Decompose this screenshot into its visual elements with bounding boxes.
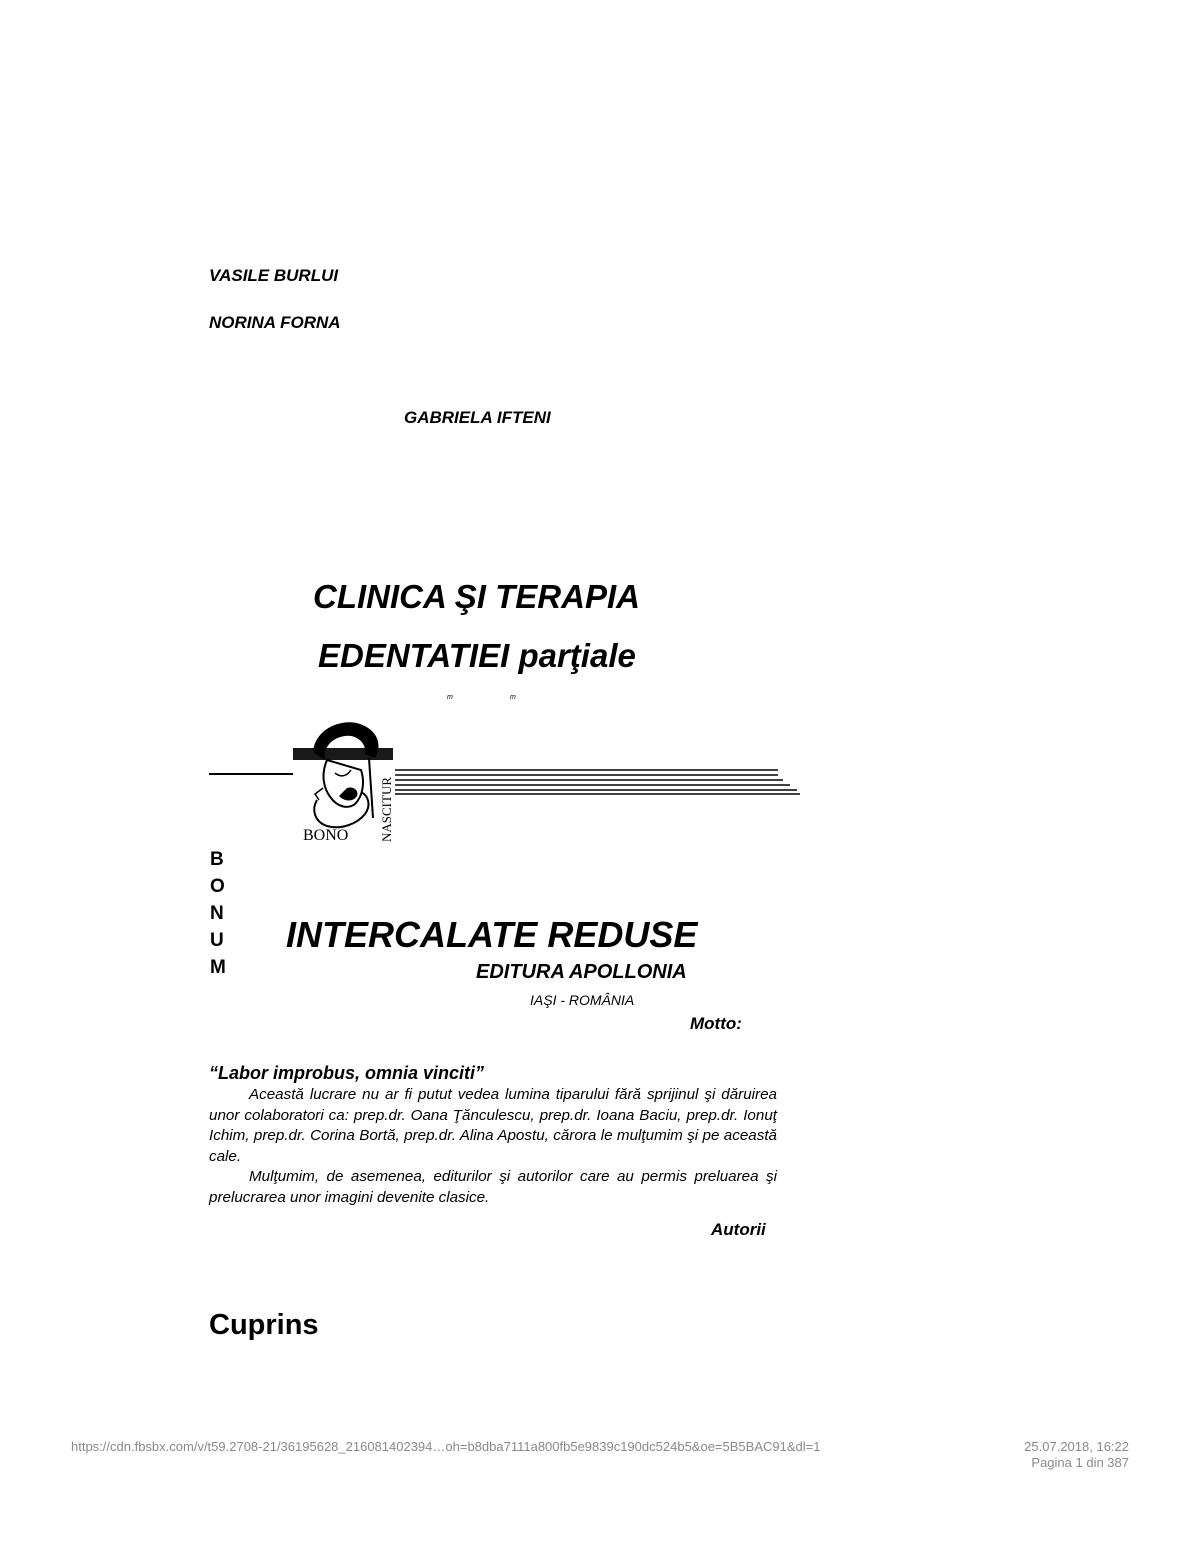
- motto-label: Motto:: [690, 1014, 742, 1033]
- vertical-letter: U: [210, 930, 224, 951]
- book-title-line-2: EDENTATIEI parţiale: [318, 637, 636, 674]
- book-subtitle: INTERCALATE REDUSE: [286, 914, 698, 955]
- book-title-line-1: CLINICA ŞI TERAPIA: [313, 578, 640, 615]
- section-heading-cuprins: Cuprins: [209, 1309, 319, 1341]
- author-1: VASILE BURLUI: [209, 266, 339, 285]
- author-2: NORINA FORNA: [209, 313, 341, 332]
- vertical-letter: N: [210, 903, 224, 924]
- footer-meta: [1024, 1439, 1129, 1471]
- author-3: GABRIELA IFTENI: [404, 408, 551, 427]
- vertical-word-bonum: [210, 846, 230, 981]
- title-mark-1: m: [447, 694, 453, 701]
- logo-text-bono: BONO: [303, 827, 349, 844]
- vertical-letter: B: [210, 849, 224, 870]
- acknowledgement-paragraph-2: Mulţumim, de asemenea, editurilor şi autorilor care au permis preluarea şi prelucrarea unor imagini devenite clasice.: [209, 1168, 777, 1206]
- publisher-name: EDITURA APOLLONIA: [476, 961, 687, 983]
- acknowledgement-paragraph-1: Această lucrare nu ar fi putut vedea lumina tiparului fără sprijinul şi dăruirea unor colaboratori ca: prep.dr. Oana Ţănculescu, prep.dr. Ioana Baciu, prep.dr. Ionuţ Ichim, prep.dr. Corina Bortă, prep.dr. Alina Apostu, cărora le mulţumim şi pe această cale.: [209, 1086, 777, 1165]
- vertical-letter: O: [210, 876, 225, 897]
- title-mark-2: m: [510, 694, 516, 701]
- acknowledgement-text: [209, 1085, 777, 1208]
- vertical-letter: M: [210, 957, 226, 978]
- publisher-city: IAŞI - ROMÂNIA: [530, 992, 635, 1008]
- motto-quote: “Labor improbus, omnia vinciti”: [209, 1063, 485, 1083]
- footer-page-number: Pagina 1 din 387: [1031, 1455, 1129, 1470]
- signature: Autorii: [711, 1220, 766, 1239]
- bono-nascitur-logo: [205, 718, 805, 848]
- footer-url: https://cdn.fbsbx.com/v/t59.2708-21/36195628_216081402394…oh=b8dba7111a800fb5e9839c190dc524b5&oe=5B5BAC91&dl=1: [71, 1439, 821, 1454]
- footer-datetime: 25.07.2018, 16:22: [1024, 1439, 1129, 1454]
- logo-text-nascitur: NASCITUR: [379, 776, 394, 842]
